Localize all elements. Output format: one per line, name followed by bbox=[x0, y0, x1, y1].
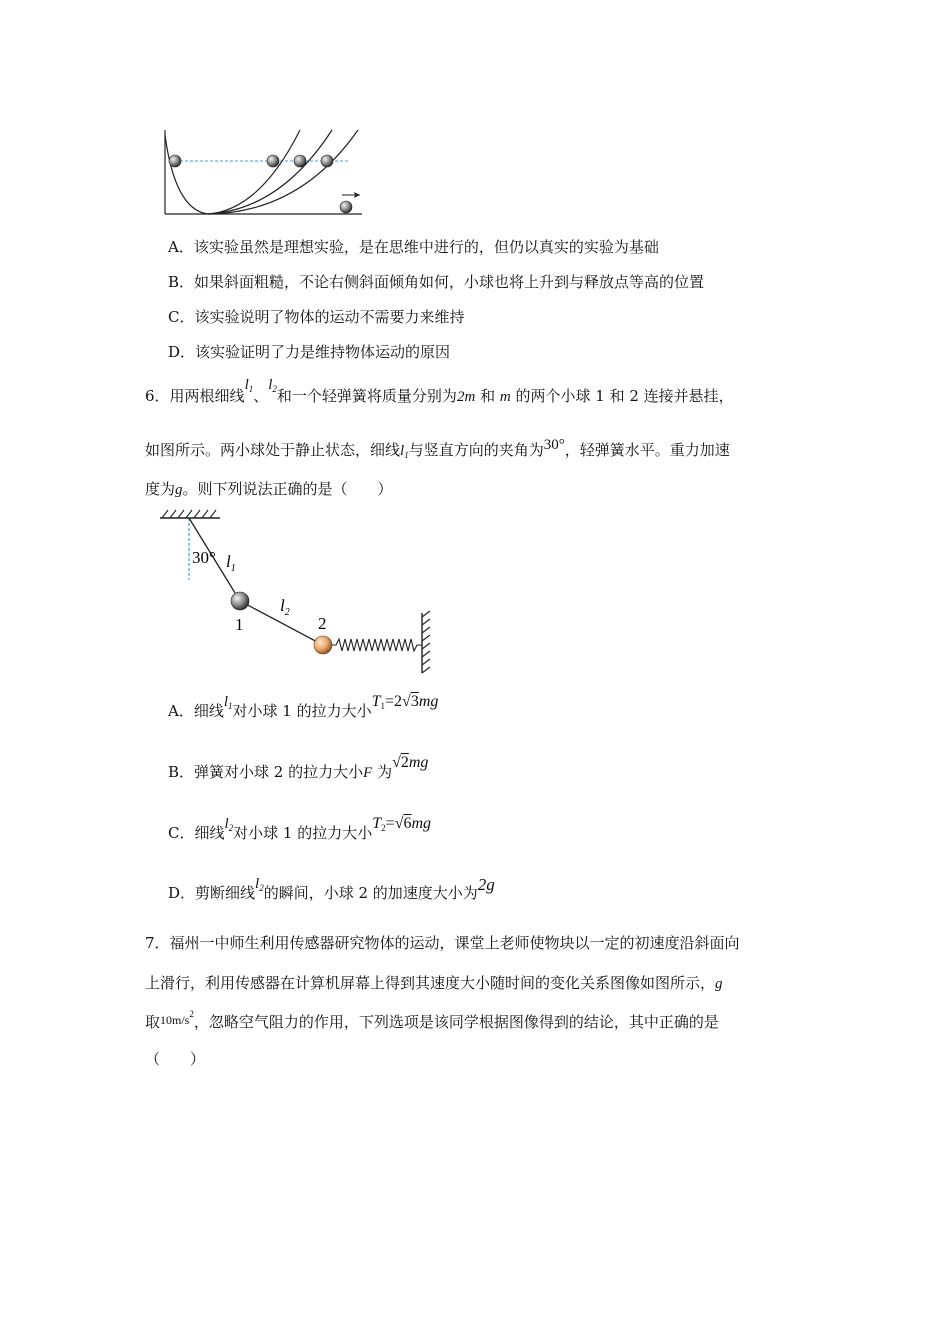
stem-text: 和一个轻弹簧将质量分别为 bbox=[276, 387, 457, 405]
question-number: 6． bbox=[145, 387, 170, 405]
stem-text: ，忽略空气阻力的作用，下列选项是该同学根据图像得到的结论，其中正确的是 bbox=[193, 1013, 719, 1031]
symbol-l1: $l_1$ bbox=[244, 377, 254, 394]
label-l2: $l_2$ bbox=[280, 596, 290, 618]
ball-1-label: 1 bbox=[235, 615, 244, 634]
symbol-l2: $l_2$ bbox=[255, 876, 264, 893]
option-text: 对小球 1 的拉力大小 bbox=[232, 702, 372, 720]
q7-stem-line-1 bbox=[145, 932, 740, 953]
ramp-curve-1 bbox=[208, 130, 300, 214]
option-text: C．细线 bbox=[168, 824, 225, 842]
option-text: 的瞬间，小球 2 的加速度大小为 bbox=[263, 884, 478, 902]
option-letter: B． bbox=[168, 273, 195, 291]
ramp-curve-2 bbox=[208, 130, 332, 214]
option-text: 该实验证明了力是维持物体运动的原因 bbox=[195, 343, 451, 361]
ball-rolling bbox=[340, 201, 352, 213]
symbol-l2: $l_2$ bbox=[224, 816, 234, 833]
value-2g: 2g bbox=[477, 875, 495, 894]
angle-value: 30° bbox=[543, 437, 565, 453]
symbol-l2: $l_2$ bbox=[268, 377, 277, 394]
stem-text: 和 bbox=[480, 387, 496, 405]
symbol-l1: $l_1$ bbox=[223, 694, 233, 711]
angle-label: 30° bbox=[192, 548, 216, 567]
q6-stem-line-2 bbox=[145, 439, 730, 460]
symbol-F: F bbox=[363, 765, 373, 781]
symbol-g: g bbox=[175, 482, 183, 498]
symbol-g: g bbox=[715, 976, 723, 992]
ball-start bbox=[169, 155, 181, 167]
q7-stem-line-2 bbox=[145, 972, 723, 993]
option-text: B．弹簧对小球 2 的拉力大小 bbox=[168, 763, 364, 781]
pendulum-spring-figure bbox=[150, 505, 440, 680]
ball-2 bbox=[314, 636, 332, 654]
stem-text: 用两根细线 bbox=[169, 387, 245, 405]
ball-pos-2 bbox=[294, 155, 306, 167]
ball-2-label: 2 bbox=[318, 614, 327, 633]
stem-text: 的两个小球 1 和 2 连接并悬挂， bbox=[515, 387, 734, 405]
formula-c: $T_2=√6mg$ bbox=[372, 815, 432, 833]
q7-stem-line-3 bbox=[145, 1011, 719, 1032]
q6-option-d bbox=[168, 875, 495, 913]
option-letter: A． bbox=[168, 238, 194, 256]
mass-m: m bbox=[499, 389, 511, 405]
option-text: 该实验虽然是理想实验，是在思维中进行的，但仍以真实的实验为基础 bbox=[193, 238, 659, 256]
stem-text: 与竖直方向的夹角为 bbox=[408, 441, 544, 459]
stem-text: 如图所示。两小球处于静止状态，细线 bbox=[145, 441, 401, 459]
q5-option-b bbox=[168, 271, 704, 292]
ball-1 bbox=[231, 592, 249, 610]
stem-text: 取 bbox=[145, 1013, 161, 1031]
symbol-l1-inline: $l_1$ bbox=[400, 443, 409, 460]
question-number: 7． bbox=[145, 934, 170, 952]
option-text: A．细线 bbox=[168, 702, 224, 720]
ramp-experiment-figure bbox=[150, 125, 380, 225]
ball-pos-3 bbox=[321, 155, 333, 167]
q6-option-b bbox=[168, 754, 429, 788]
stem-text: 度为 bbox=[145, 480, 176, 498]
q6-stem-line-1 bbox=[145, 376, 734, 421]
option-letter: C． bbox=[168, 308, 195, 326]
q6-option-c bbox=[168, 815, 432, 853]
q6-option-a bbox=[168, 693, 439, 731]
option-text: 如果斜面粗糙，不论右侧斜面倾角如何，小球也将上升到与释放点等高的位置 bbox=[194, 273, 705, 291]
wall-hatch bbox=[422, 611, 430, 673]
spring bbox=[332, 639, 422, 651]
formula-a: $T_1=2√3mg$ bbox=[371, 693, 439, 711]
stem-text: （ ） bbox=[145, 1050, 206, 1068]
option-text: D．剪断细线 bbox=[168, 884, 256, 902]
label-l1: $l_1$ bbox=[226, 552, 236, 574]
q7-stem-line-4 bbox=[145, 1048, 205, 1069]
stem-text: 上滑行，利用传感器在计算机屏幕上得到其速度大小随时间的变化关系图像如图所示， bbox=[145, 974, 716, 992]
q5-option-c bbox=[168, 306, 465, 327]
option-text: 为 bbox=[377, 763, 393, 781]
option-text: 该实验说明了物体的运动不需要力来维持 bbox=[194, 308, 465, 326]
q6-stem-line-3 bbox=[145, 478, 393, 499]
q5-option-a bbox=[168, 236, 659, 257]
option-text: 对小球 1 的拉力大小 bbox=[233, 824, 373, 842]
separator: 、 bbox=[253, 387, 269, 405]
mass-2m: 2m bbox=[456, 389, 476, 405]
unit-value: 10m/s2 bbox=[160, 1009, 194, 1027]
formula-b: √2mg bbox=[392, 754, 429, 771]
stem-text: 。则下列说法正确的是（ ） bbox=[182, 480, 393, 498]
ceiling-hatch bbox=[162, 510, 216, 518]
ramp-curve-3 bbox=[208, 130, 358, 214]
stem-text: ，轻弹簧水平。重力加速 bbox=[564, 441, 730, 459]
q5-option-d bbox=[168, 341, 450, 362]
stem-text: 福州一中师生利用传感器研究物体的运动，课堂上老师使物块以一定的初速度沿斜面向 bbox=[169, 934, 740, 952]
ball-pos-1 bbox=[267, 155, 279, 167]
option-letter: D． bbox=[168, 343, 196, 361]
left-curve bbox=[165, 135, 208, 214]
